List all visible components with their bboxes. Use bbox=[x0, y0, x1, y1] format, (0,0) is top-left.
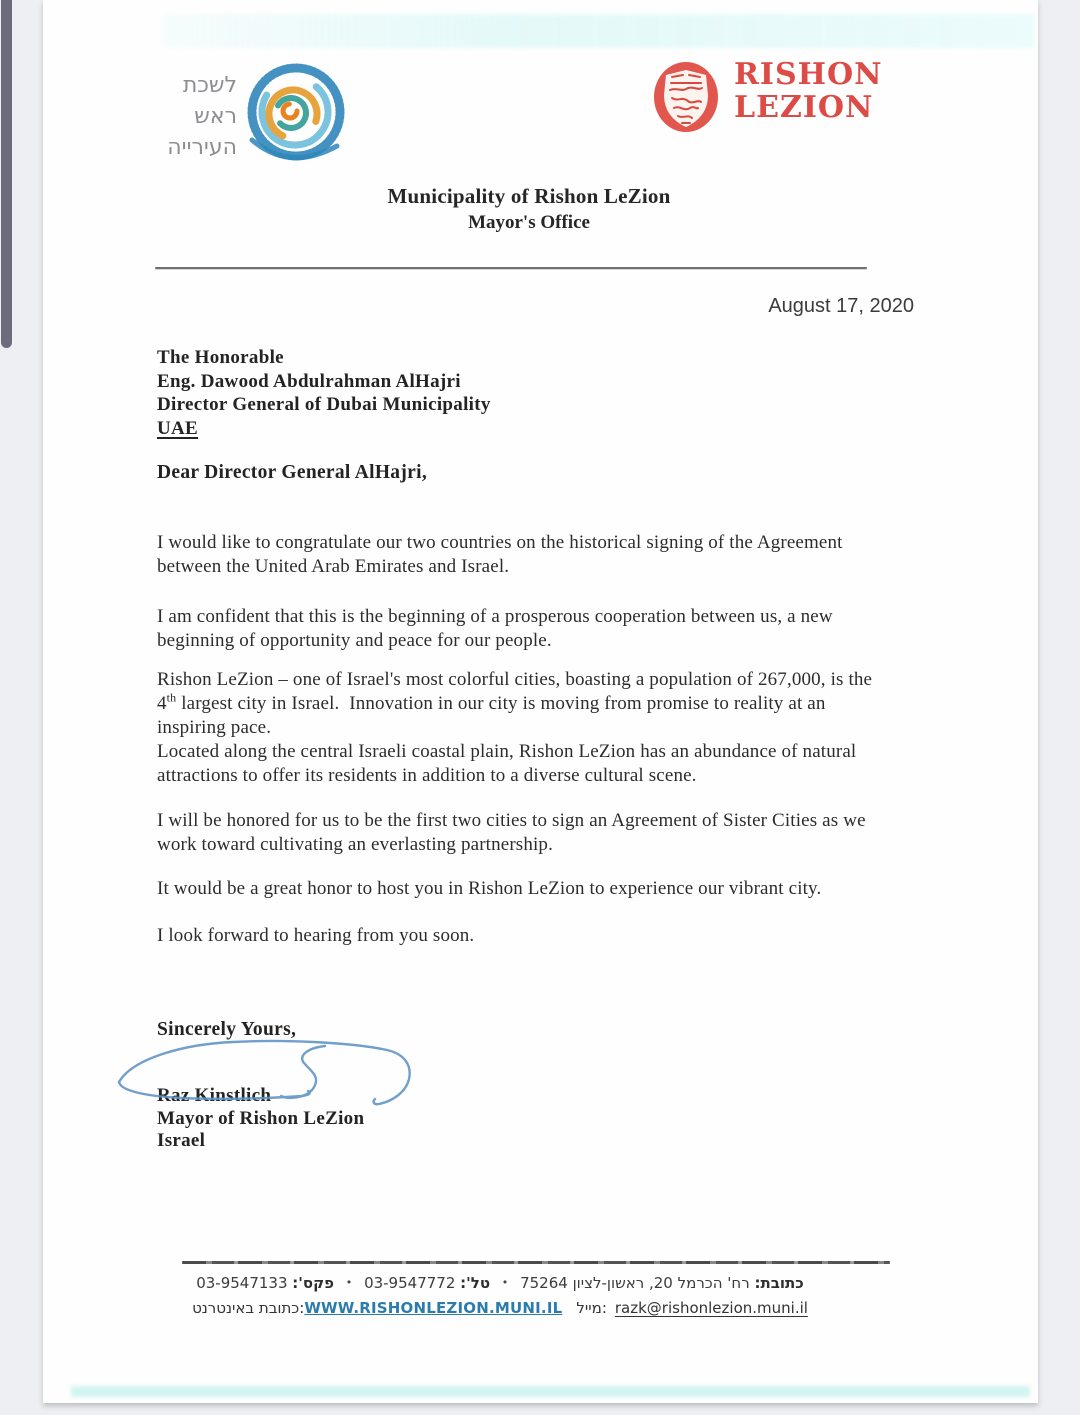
mayors-office-hebrew-label bbox=[155, 70, 237, 163]
signer-country: Israel bbox=[157, 1130, 206, 1151]
paragraph-1 bbox=[157, 531, 843, 579]
body-line: It would be a great honor to host you in Rishon LeZion to experience our vibrant city. bbox=[157, 878, 822, 899]
letter-page bbox=[43, 0, 1038, 1403]
hebrew-label-line: לשכת bbox=[182, 73, 237, 98]
recipient-line: Director General of Dubai Municipality bbox=[157, 394, 491, 415]
bullet-separator: • bbox=[345, 1276, 353, 1289]
body-line: I am confident that this is the beginning of a prosperous cooperation between us, a new bbox=[157, 606, 833, 627]
paragraph-4 bbox=[157, 809, 866, 857]
scrollbar-thumb[interactable] bbox=[1, 0, 12, 348]
bullet-separator: • bbox=[501, 1276, 509, 1289]
body-line: inspiring pace. bbox=[157, 717, 272, 738]
salutation: Dear Director General AlHajri, bbox=[157, 462, 428, 483]
wordmark-line: LEZION bbox=[734, 90, 874, 125]
address-label: כתובת: bbox=[754, 1274, 804, 1292]
signer-title: Mayor of Rishon LeZion bbox=[157, 1107, 365, 1129]
recipient-line: The Honorable bbox=[157, 347, 284, 368]
body-line: attractions to offer its residents in addition to a diverse cultural scene. bbox=[157, 765, 697, 786]
fax-value: 03-9547133 bbox=[196, 1274, 288, 1292]
recipient-country: UAE bbox=[157, 417, 199, 439]
rishon-lezion-wordmark bbox=[734, 58, 883, 124]
letterhead-title-block bbox=[43, 184, 1015, 234]
tel-value: 03-9547772 bbox=[364, 1274, 456, 1292]
office-name: Mayor's Office bbox=[468, 212, 590, 233]
letter-date: August 17, 2020 bbox=[768, 295, 914, 317]
municipality-swirl-logo-icon bbox=[237, 60, 353, 174]
email-label: מייל: bbox=[576, 1299, 607, 1317]
paragraph-2 bbox=[157, 605, 833, 653]
body-line: I look forward to hearing from you soon. bbox=[157, 925, 475, 946]
signer-name: Raz Kinstlich bbox=[157, 1085, 272, 1106]
header-divider bbox=[155, 267, 867, 269]
body-line: I will be honored for us to be the first two cities to sign an Agreement of Sister Cities as we bbox=[157, 810, 866, 831]
paragraph-5 bbox=[157, 877, 821, 901]
body-line: Rishon LeZion – one of Israel's most colorful cities, boasting a population of 267,000, is the bbox=[157, 669, 873, 690]
hebrew-label-line: ראש bbox=[194, 104, 237, 129]
rishon-lezion-emblem-icon bbox=[652, 60, 720, 136]
body-line: beginning of opportunity and peace for our people. bbox=[157, 630, 552, 651]
organization-name: Municipality of Rishon LeZion bbox=[387, 184, 671, 208]
body-line: Located along the central Israeli coastal plain, Rishon LeZion has an abundance of natural bbox=[157, 741, 857, 762]
body-line: I would like to congratulate our two countries on the historical signing of the Agreement bbox=[157, 532, 843, 553]
paragraph-6 bbox=[157, 924, 474, 948]
website-link[interactable]: WWW.RISHONLEZION.MUNI.IL bbox=[304, 1299, 563, 1317]
body-line: 4th largest city in Israel. Innovation in our city is moving from promise to reality at an bbox=[157, 690, 826, 714]
scan-artifact-bottom bbox=[71, 1386, 1030, 1397]
scan-artifact-top bbox=[163, 14, 1034, 48]
body-line: between the United Arab Emirates and Israel. bbox=[157, 556, 510, 577]
recipient-line: Eng. Dawood Abdulrahman AlHajri bbox=[157, 370, 461, 392]
fax-label: פקס': bbox=[292, 1274, 334, 1292]
email-link[interactable]: razk@rishonlezion.muni.il bbox=[614, 1299, 808, 1317]
ordinal-superscript: th bbox=[166, 690, 177, 705]
paragraph-3 bbox=[157, 668, 872, 788]
handwritten-signature-icon bbox=[103, 1032, 473, 1114]
website-label: כתובת באינטרנט: bbox=[192, 1299, 305, 1317]
footer-divider bbox=[182, 1261, 890, 1264]
address-value: רח' הכרמל 20, ראשון-לציון 75264 bbox=[520, 1274, 750, 1292]
valediction: Sincerely Yours, bbox=[157, 1019, 297, 1040]
recipient-block bbox=[157, 346, 491, 440]
footer-contact-line bbox=[138, 1274, 862, 1292]
tel-label: טל': bbox=[460, 1274, 491, 1292]
wordmark-line: RISHON bbox=[734, 57, 883, 92]
footer-web-line bbox=[138, 1299, 862, 1317]
hebrew-label-line: העירייה bbox=[167, 135, 237, 160]
body-line: work toward cultivating an everlasting partnership. bbox=[157, 834, 553, 855]
